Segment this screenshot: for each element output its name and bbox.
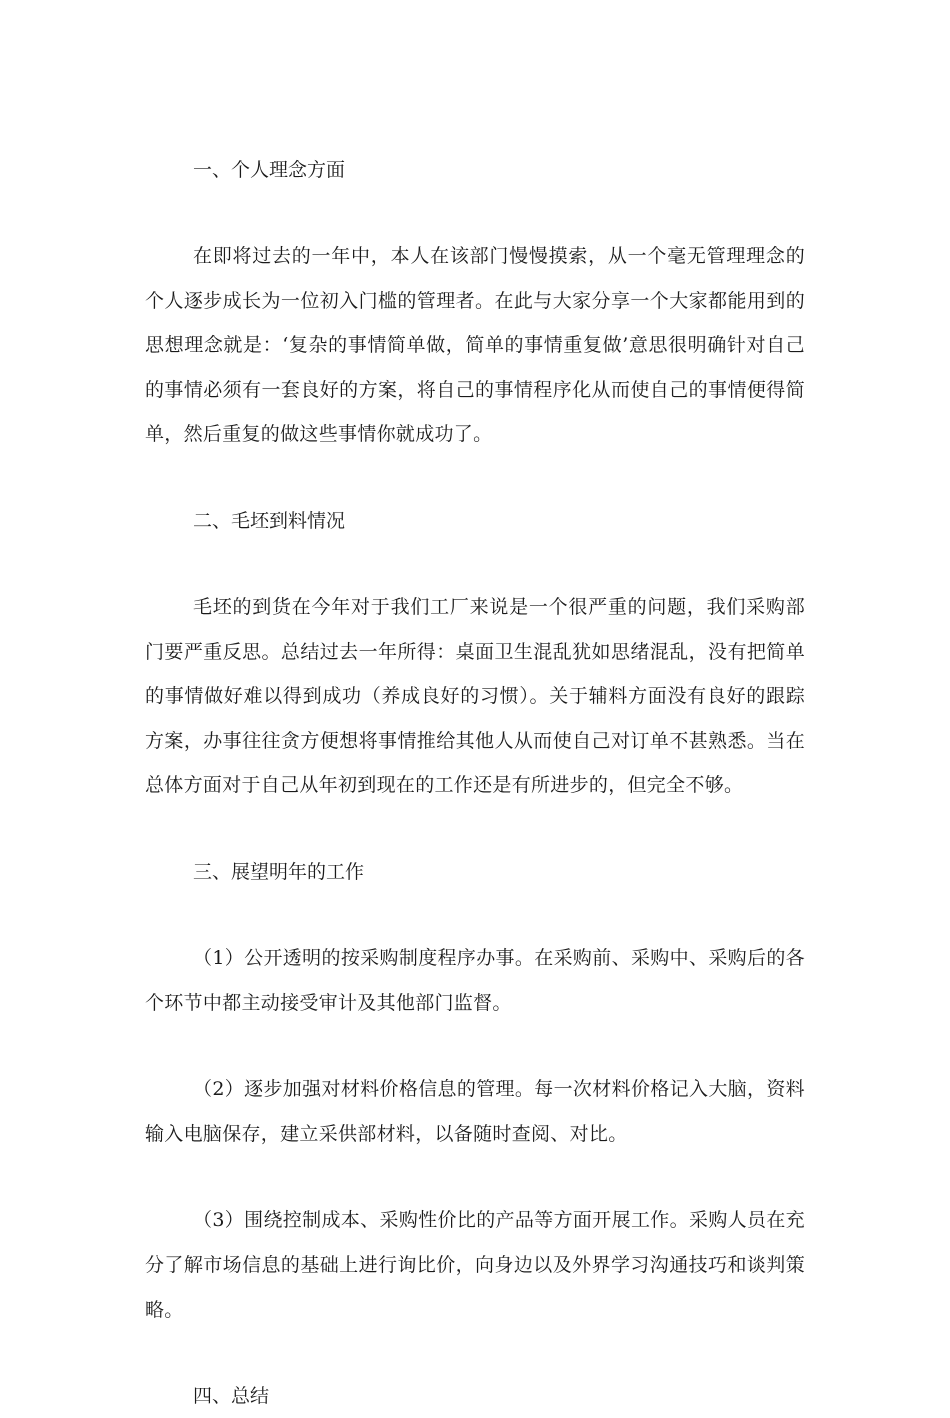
document-page xyxy=(145,148,805,1418)
section-heading-1: 一、个人理念方面 xyxy=(193,159,346,181)
section-heading-2: 二、毛坯到料情况 xyxy=(193,509,346,532)
section-3-paragraph-3: （3）围绕控制成本、采购性价比的产品等方面开展工作。采购人员在充分了解市场信息的基础上进行询比价，向身边以及外界学习沟通技巧和谈判策略。 xyxy=(145,1209,805,1321)
section-3-paragraph-1: （1）公开透明的按采购制度程序办事。在采购前、采购中、采购后的各个环节中都主动接受审计及其他部门监督。 xyxy=(145,946,805,1014)
spacer xyxy=(145,1156,805,1198)
spacer xyxy=(145,543,805,585)
section-heading-4: 四、总结 xyxy=(193,1385,270,1408)
section-heading-3: 三、展望明年的工作 xyxy=(193,860,365,883)
spacer xyxy=(145,1025,805,1067)
spacer xyxy=(145,192,805,234)
spacer xyxy=(145,808,805,850)
section-2-paragraph-1: 毛坯的到货在今年对于我们工厂来说是一个很严重的问题，我们采购部门要严重反思。总结过去一年所得：桌面卫生混乱犹如思绪混乱，没有把简单的事情做好难以得到成功（养成良好的习惯）。关于辅料方面没有良好的跟踪方案，办事往往贪方便想将事情推给其他人从而使自己对订单不甚熟悉。当在总体方面对于自己从年初到现在的工作还是有所进步的，但完全不够。 xyxy=(145,595,805,797)
spacer xyxy=(145,894,805,936)
section-3-paragraph-2: （2）逐步加强对材料价格信息的管理。每一次材料价格记入大脑，资料输入电脑保存，建立采供部材料，以备随时查阅、对比。 xyxy=(145,1078,805,1145)
spacer xyxy=(145,457,805,499)
section-1-paragraph-1: 在即将过去的一年中，本人在该部门慢慢摸索，从一个毫无管理理念的个人逐步成长为一位初入门槛的管理者。在此与大家分享一个大家都能用到的思想理念就是：‘复杂的事情简单做，简单的事情重复做’意思很明确针对自己的事情必须有一套良好的方案，将自己的事情程序化从而使自己的事情便得简单，然后重复的做这些事情你就成功了。 xyxy=(145,245,805,446)
spacer xyxy=(145,1332,805,1374)
